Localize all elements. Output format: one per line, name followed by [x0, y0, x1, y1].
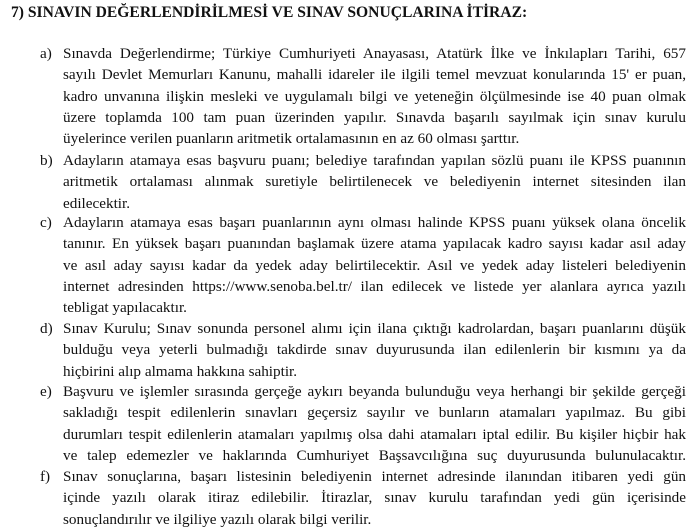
item-line: Başvuru ve işlemler sırasında gerçeğe aykırı beyanda bulunduğu veya herhangi bir şekilde gerçeği [63, 383, 686, 400]
item-line: hiçbirini alıp almama hakkına sahiptir. [63, 362, 298, 380]
item-line: Sınavda Değerlendirme; Türkiye Cumhuriyeti Anayasası, Atatürk İlke ve İnkılapları Tarihi, 657 [63, 45, 686, 62]
item-line: durumları tespit edilenlerin atamaları yapılmış olsa dahi atamaları iptal edilir. Bu kişiler hiçbir hak [63, 425, 686, 443]
section-title: 7) SINAVIN DEĞERLENDİRİLMESİ VE SINAV SONUÇLARINA İTİRAZ: [11, 4, 528, 21]
item-line: aritmetik ortalaması alınmak suretiyle belirtilenecek ve belediyenin internet sitesinden ilan [63, 173, 686, 191]
list-item-f [40, 466, 686, 530]
item-line: sayılı Devlet Memurları Kanunu, mahalli idareler ile ilgili temel mevzuat konularında 15' er puan, [63, 66, 686, 84]
item-line: Sınav sonuçlarına, başarı listesinin belediyenin internet adresinde ilanından itibaren yedi gün [63, 468, 686, 485]
item-marker: a) [40, 45, 52, 62]
item-line: tebligat yapılacaktır. [63, 299, 187, 317]
item-line: tanınır. En yüksek başarı puanından başlamak üzere atama yapılacak kadro sayısı kadar asıl aday [63, 235, 686, 253]
item-marker: e) [40, 383, 52, 400]
list-item-a [40, 43, 686, 149]
list-item-d [40, 318, 686, 382]
item-line: ve asıl aday sayısı kadar da yedek aday belirtilecektir. Asıl ve yedek aday listeleri belediyenin [63, 256, 686, 274]
item-line: üzere toplamda 100 tam puan üzerinden yapılır. Sınavda başarılı sayılmak için sınav kurulu [63, 108, 686, 126]
item-line: edilecektir. [63, 194, 131, 212]
item-line: üyelerince verilen puanların aritmetik ortalamasının en az 60 olması şarttır. [63, 130, 520, 148]
item-line: Sınav Kurulu; Sınav sonunda personel alımı için ilana çıktığı kadrolardan, başarı puanlarını düşük [63, 320, 686, 337]
item-line: içinde yazılı olarak itiraz edilebilir. İtirazlar, sınav kurulu tarafından yedi gün içerisinde [63, 489, 686, 507]
item-line: Adayların atamaya esas başarı puanlarının aynı olması halinde KPSS puanı yüksek olana öncelik [63, 214, 686, 231]
item-line: sakladığı tespit edilenlerin sınavları geçersiz sayılır ve bunların atamaları yapılmaz. Bu gibi [63, 404, 686, 422]
item-line: internet adresinden https://www.senoba.bel.tr/ ilan edilecek ve listede yer alanlara ayrıca yazılı [63, 277, 686, 295]
item-line: kadro unvanına ilişkin mesleki ve uygulamalı bilgi ve yeteneğin ölçülmesinde ise 40 puan olmak [63, 87, 686, 105]
list-item-b [40, 150, 686, 214]
item-marker: b) [40, 152, 53, 169]
list-item-c [40, 212, 686, 318]
list-item-e [40, 381, 686, 466]
item-marker: c) [40, 214, 52, 231]
item-line: sonuçlandırılır ve ilgiliye yazılı olarak bilgi verilir. [63, 510, 372, 528]
item-marker: d) [40, 320, 53, 337]
item-line: Adayların atamaya esas başvuru puanı; belediye tarafından yapılan sözlü puanı ile KPSS puanının [63, 152, 686, 169]
item-line: bulduğu veya yeterli bulmadığı takdirde sınav duyurusunda ilan edilenlerin bir kısmını ya da [63, 341, 686, 359]
item-line: ve talep edemezler ve haklarında Cumhuriyet Başsavcılığına suç duyurusunda bulunulacaktır. [63, 446, 686, 464]
item-marker: f) [40, 468, 51, 485]
